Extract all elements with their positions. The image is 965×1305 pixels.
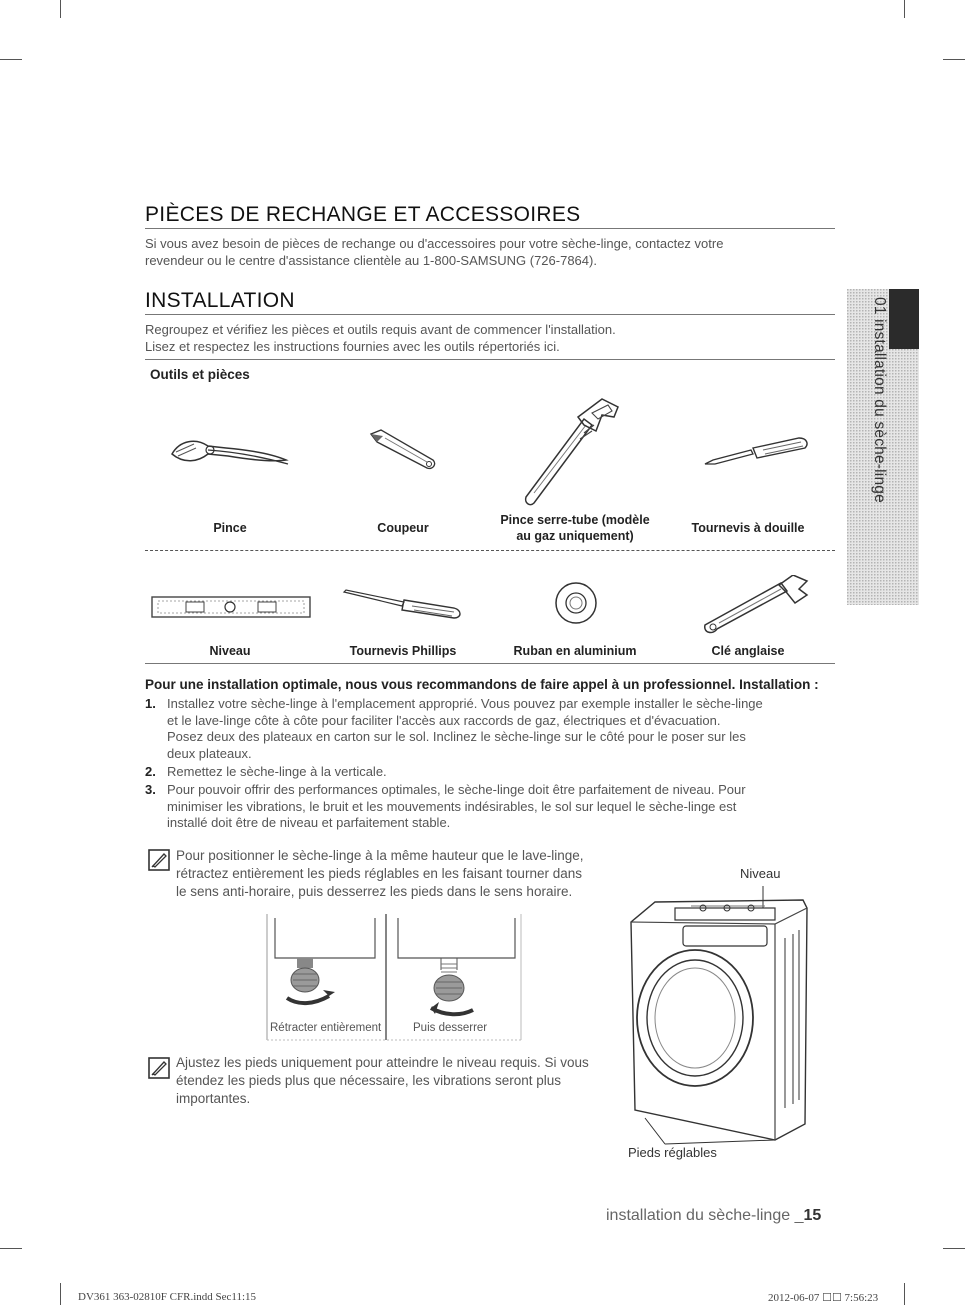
feet-caption-left: Rétracter entièrement	[270, 1022, 382, 1034]
text-line: rétractez entièrement les pieds réglables en les faisant tourner dans	[176, 866, 582, 881]
text-line: Posez deux des plateaux en carton sur le sol. Inclinez le sèche-linge sur le côté pour le poser sur les	[167, 729, 746, 744]
note-feet-adjust	[176, 1054, 626, 1108]
tools-heading: Outils et pièces	[150, 367, 250, 382]
installation-section-title: INSTALLATION	[145, 289, 295, 312]
step-text	[167, 696, 835, 762]
text-line: étendez les pieds plus que nécessaire, les vibrations seront plus	[176, 1073, 561, 1088]
print-slug-left: DV361 363-02810F CFR.indd Sec11:15	[78, 1291, 257, 1303]
note-icon	[148, 1057, 170, 1079]
dryer-label-niveau: Niveau	[740, 866, 781, 881]
text-line: Pour pouvoir offrir des performances optimales, le sèche-linge doit être parfaitement de niveau. Pour	[167, 782, 746, 797]
pipe-wrench-icon	[522, 395, 624, 507]
installation-intro	[145, 321, 835, 355]
parts-section-title: PIÈCES DE RECHANGE ET ACCESSOIRES	[145, 203, 581, 226]
tool-label-cle-anglaise: Clé anglaise	[711, 644, 785, 658]
text-line: Ajustez les pieds uniquement pour atteindre le niveau requis. Si vous	[176, 1055, 589, 1070]
step-2	[145, 764, 835, 781]
adjustable-wrench-icon	[703, 575, 811, 635]
tool-label-niveau: Niveau	[209, 644, 251, 658]
crop-mark	[943, 1248, 965, 1249]
page-number: 15	[803, 1207, 822, 1224]
tool-label-pince: Pince	[213, 521, 247, 535]
text-line: deux plateaux.	[167, 745, 252, 761]
utility-knife-icon	[367, 428, 439, 472]
tool-label-coupeur: Coupeur	[377, 521, 429, 535]
step-number: 2.	[145, 764, 156, 779]
section-rule	[145, 359, 835, 360]
step-3	[145, 782, 835, 832]
text-line: le sens anti-horaire, puis desserrez les pieds dans le sens horaire.	[176, 884, 573, 899]
feet-caption-right: Puis desserrer	[413, 1022, 488, 1034]
note-feet-height	[176, 847, 626, 901]
text-line: importantes.	[176, 1091, 251, 1106]
step-text	[167, 764, 835, 781]
text-line: Lisez et respectez les instructions fournies avec les outils répertoriés ici.	[145, 339, 560, 354]
tool-label-ruban-aluminium: Ruban en aluminium	[513, 644, 637, 658]
text-line: Remettez le sèche-linge à la verticale.	[167, 764, 387, 779]
text-line: installé doit être de niveau et parfaitement stable.	[167, 815, 451, 830]
nut-driver-icon	[703, 436, 811, 470]
note-icon	[148, 849, 170, 871]
dashed-divider	[145, 550, 835, 551]
tool-label-pince-serre-tube	[490, 512, 660, 544]
crop-mark	[60, 1283, 61, 1305]
chapter-tab-label: 01 installation du sèche-linge	[871, 297, 888, 503]
step-number: 1.	[145, 696, 156, 711]
text-line: revendeur ou le centre d'assistance clientèle au 1-800-SAMSUNG (726-7864).	[145, 253, 597, 268]
text-line: Si vous avez besoin de pièces de rechange ou d'accessoires pour votre sèche-linge, contactez votre	[145, 236, 724, 251]
crop-mark	[0, 1248, 22, 1249]
text-line: minimiser les vibrations, le bruit et les mouvements indésirables, le sol sur lequel le sèche-linge est	[167, 798, 737, 814]
crop-mark	[904, 0, 905, 18]
dryer-label-pieds: Pieds réglables	[628, 1145, 717, 1160]
section-rule	[145, 314, 835, 315]
parts-section-text	[145, 235, 835, 269]
tool-label-tournevis-douille: Tournevis à douille	[691, 521, 805, 535]
text-line: et le lave-linge côte à côte pour faciliter l'accès aux raccords de gaz, électriques et d'évacuation.	[167, 712, 721, 728]
crop-mark	[943, 59, 965, 60]
print-slug-right: 2012-06-07 ☐☐ 7:56:23	[768, 1292, 879, 1304]
label-line: Pince serre-tube (modèle	[500, 513, 650, 527]
step-1	[145, 696, 835, 762]
crop-mark	[60, 0, 61, 18]
label-line: au gaz uniquement)	[516, 529, 634, 543]
section-rule	[145, 663, 835, 664]
page-footer	[606, 1207, 821, 1225]
text-line: Pour positionner le sèche-linge à la même hauteur que le lave-linge,	[176, 848, 584, 863]
text-line: Regroupez et vérifiez les pièces et outils requis avant de commencer l'installation.	[145, 322, 616, 337]
foil-tape-icon	[553, 580, 599, 626]
footer-text: installation du sèche-linge _	[606, 1207, 804, 1224]
section-rule	[145, 228, 835, 229]
crop-mark	[904, 1283, 905, 1305]
tool-label-tournevis-phillips: Tournevis Phillips	[349, 644, 457, 658]
text-line: Installez votre sèche-linge à l'emplacement approprié. Vous pouvez par exemple installer le sèche-linge	[167, 696, 763, 711]
feet-diagram	[265, 912, 523, 1042]
step-text	[167, 782, 835, 832]
level-icon	[150, 593, 312, 621]
step-number: 3.	[145, 782, 156, 797]
pliers-icon	[168, 432, 292, 472]
crop-mark	[0, 59, 22, 60]
phillips-screwdriver-icon	[342, 588, 464, 620]
professional-recommendation: Pour une installation optimale, nous vous recommandons de faire appel à un professionnel. Installation :	[145, 677, 819, 692]
dryer-illustration	[625, 878, 810, 1148]
